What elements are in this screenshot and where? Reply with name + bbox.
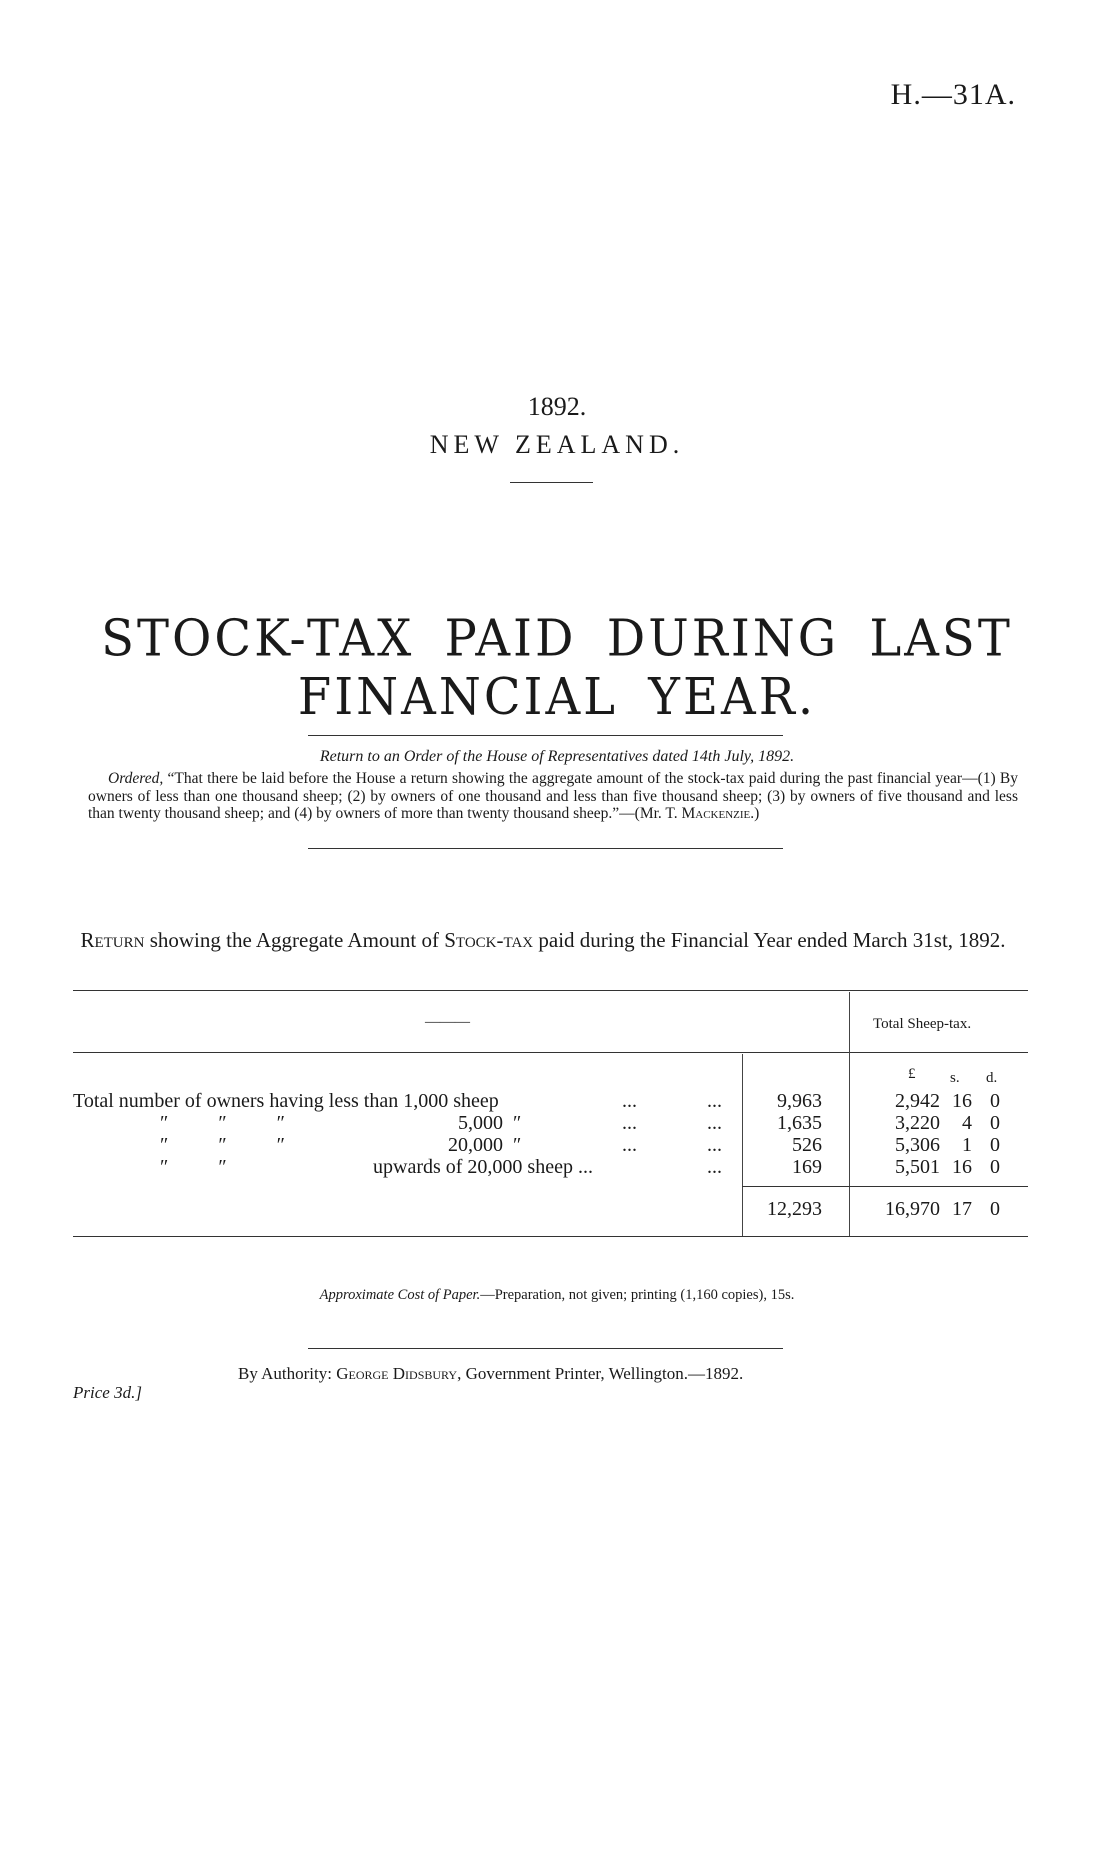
row-dots: ... xyxy=(707,1134,722,1156)
tax-shillings-total: 17 xyxy=(952,1198,972,1220)
return-heading-text: paid during the Financial Year ended March 31st, 1892. xyxy=(533,928,1006,952)
tax-pence: 0 xyxy=(990,1112,1000,1134)
divider xyxy=(308,735,783,736)
totals-rule xyxy=(742,1186,1028,1187)
owners-count: 9,963 xyxy=(777,1090,822,1112)
owners-count: 526 xyxy=(792,1134,822,1156)
divider xyxy=(308,848,783,849)
owners-total: 12,293 xyxy=(767,1198,822,1220)
tax-column-header: Total Sheep-tax. xyxy=(873,1016,972,1032)
order-body: “That there be laid before the House a return showing the aggregate amount of the stock-tax paid during the past financial year—(1) By owners of less than one thousand sheep; (2) by owners of one thousand and less than five thousand sheep; (3) by owners of five thousand and less than twenty thousand sheep; and (4) by owners of more than twenty thousand sheep.”—(Mr. T. xyxy=(88,770,1018,822)
divider xyxy=(510,482,593,483)
owners-count: 169 xyxy=(792,1156,822,1178)
column-divider xyxy=(849,992,850,1236)
return-word: Return xyxy=(80,928,145,952)
table-top-rule xyxy=(73,990,1028,991)
tax-pence-total: 0 xyxy=(990,1198,1000,1220)
row-dots: ... xyxy=(622,1134,637,1156)
price-label: Price 3d.] xyxy=(73,1383,142,1402)
tax-pence: 0 xyxy=(990,1156,1000,1178)
tax-pounds: 5,306 xyxy=(895,1134,940,1156)
page-title: STOCK-TAX PAID DURING LAST FINANCIAL YEAR. xyxy=(101,609,1013,727)
return-heading-text: showing the Aggregate Amount of xyxy=(144,928,445,952)
tax-shillings: 16 xyxy=(952,1156,972,1178)
cost-of-paper xyxy=(0,1287,1114,1304)
tax-pence: 0 xyxy=(990,1090,1000,1112)
table-row-label: Total number of owners having less than 1,000 sheep xyxy=(73,1090,499,1112)
cost-text: —Preparation, not given; printing (1,160 copies), 15s. xyxy=(480,1287,795,1303)
tax-pence: 0 xyxy=(990,1134,1000,1156)
document-country: NEW ZEALAND. xyxy=(429,430,685,459)
pence-unit: d. xyxy=(986,1070,998,1086)
tax-pounds: 5,501 xyxy=(895,1156,940,1178)
row-dots: ... xyxy=(707,1156,722,1178)
order-end: .) xyxy=(750,805,760,822)
pounds-unit: £ xyxy=(908,1066,916,1082)
tax-pounds: 2,942 xyxy=(895,1090,940,1112)
owners-count: 1,635 xyxy=(777,1112,822,1134)
tax-pounds: 3,220 xyxy=(895,1112,940,1134)
table-row-label: 5,000 ″ xyxy=(458,1112,522,1134)
blank-column-header: ——— xyxy=(425,1014,470,1030)
table-bottom-rule xyxy=(73,1236,1028,1237)
divider xyxy=(308,1348,783,1349)
tax-shillings: 4 xyxy=(962,1112,972,1134)
return-heading xyxy=(73,930,1013,951)
document-reference: H.—31A. xyxy=(890,78,1016,111)
order-text xyxy=(88,770,1018,823)
ordered-word: Ordered, xyxy=(108,770,164,787)
table-row-label: ″ ″ ″ xyxy=(160,1134,285,1156)
table-header-rule xyxy=(73,1052,1028,1053)
authority-line xyxy=(238,1364,743,1384)
document-year: 1892. xyxy=(527,392,587,421)
cost-label: Approximate Cost of Paper. xyxy=(319,1287,481,1303)
authority-prefix: By Authority: xyxy=(238,1364,337,1383)
order-member-name: Mackenzie xyxy=(681,805,751,822)
printer-name: George Didsbury xyxy=(336,1364,458,1383)
table-row-label: ″ ″ xyxy=(160,1156,227,1178)
shillings-unit: s. xyxy=(950,1070,960,1086)
row-dots: ... xyxy=(622,1090,637,1112)
tax-shillings: 16 xyxy=(952,1090,972,1112)
tax-pounds-total: 16,970 xyxy=(885,1198,940,1220)
table-row-label: 20,000 ″ xyxy=(448,1134,522,1156)
row-dots: ... xyxy=(622,1112,637,1134)
table-row-label: upwards of 20,000 sheep ... xyxy=(373,1156,593,1178)
table-row-label: ″ ″ ″ xyxy=(160,1112,285,1134)
tax-shillings: 1 xyxy=(962,1134,972,1156)
column-divider xyxy=(742,1054,743,1236)
stock-tax-word: Stock-tax xyxy=(444,928,534,952)
row-dots: ... xyxy=(707,1090,722,1112)
authority-suffix: , Government Printer, Wellington.—1892. xyxy=(457,1364,744,1383)
order-heading: Return to an Order of the House of Representatives dated 14th July, 1892. xyxy=(319,748,795,765)
row-dots: ... xyxy=(707,1112,722,1134)
